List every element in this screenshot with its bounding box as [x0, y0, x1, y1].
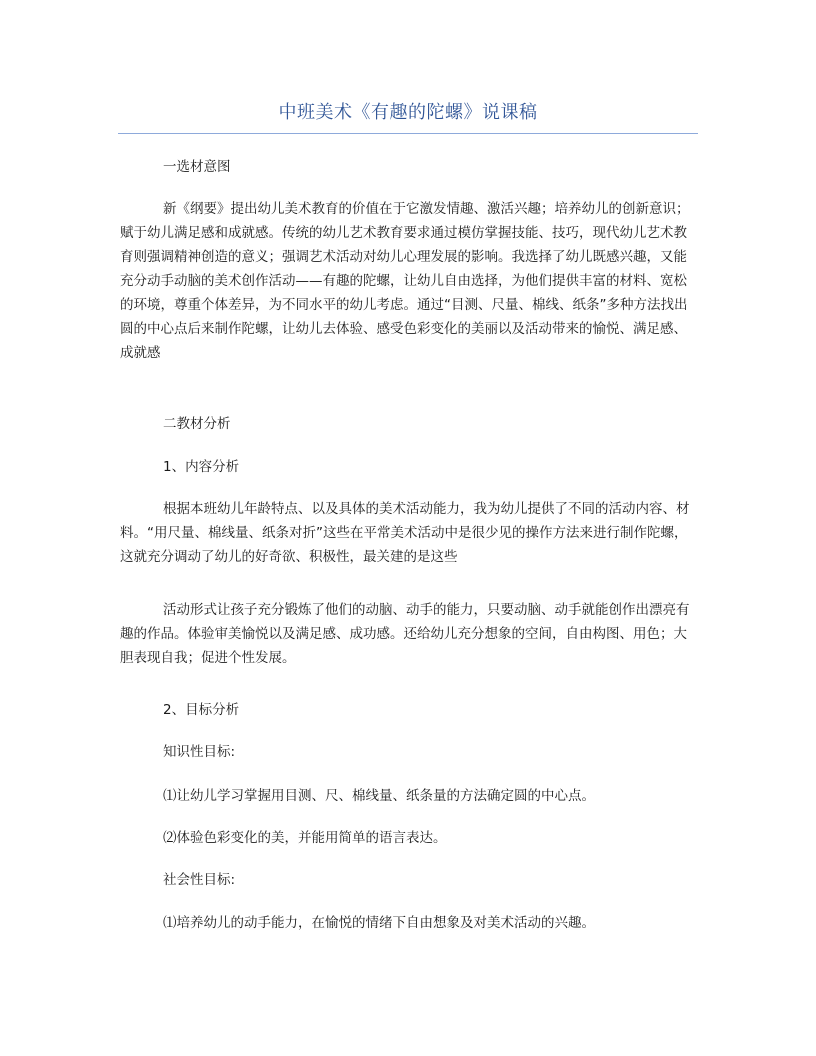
paragraph-content-analysis: 根据本班幼儿年龄特点、以及具体的美术活动能力，我为幼儿提供了不同的活动内容、材料。“用尺量、棉线量、纸条对折”这些在平常美术活动中是很少见的操作方法来进行制作陀螺，这就充分调动了幼儿的好奇欲、积极性，最关建的是这些 [120, 501, 690, 565]
document-title: 中班美术《有趣的陀螺》说课稿 [278, 102, 538, 123]
paragraph-material-intent: 新《纲要》提出幼儿美术教育的价值在于它激发情趣、激活兴趣；培养幼儿的创新意识；赋于幼儿满足感和成就感。传统的幼儿艺术教育要求通过模仿掌握技能、技巧，现代幼儿艺术教育则强调精神创造的意义；强调艺术活动对幼儿心理发展的影响。我选择了幼儿既感兴趣，又能充分动手动脑的美术创作活动——有趣的陀螺，让幼儿自由选择，为他们提供丰富的材料、宽松的环境，尊重个体差异，为不同水平的幼儿考虑。通过“目测、尺量、棉线、纸条”多种方法找出圆的中心点后来制作陀螺，让幼儿去体验、感受色彩变化的美丽以及活动带来的愉悦、满足感、成就感 [120, 201, 690, 361]
knowledge-goal-item: ⑵体验色彩变化的美，并能用简单的语言表达。 [163, 830, 447, 846]
title-underline [118, 133, 698, 134]
section-heading-material-analysis: 二教材分析 [163, 416, 231, 432]
knowledge-goal-item: ⑴让幼儿学习掌握用目测、尺、棉线量、纸条量的方法确定圆的中心点。 [163, 788, 595, 804]
subheading-content-analysis: 1、内容分析 [163, 459, 240, 475]
knowledge-goals-heading: 知识性目标: [163, 744, 236, 760]
section-heading-material-intent: 一选材意图 [163, 159, 231, 175]
paragraph-activity-form: 活动形式让孩子充分锻炼了他们的动脑、动手的能力，只要动脑、动手就能创作出漂亮有趣的作品。体验审美愉悦以及满足感、成功感。还给幼儿充分想象的空间，自由构图、用色；大胆表现自我；促进个性发展。 [120, 602, 690, 666]
social-goals-heading: 社会性目标: [163, 872, 236, 888]
social-goal-item: ⑴培养幼儿的动手能力，在愉悦的情绪下自由想象及对美术活动的兴趣。 [163, 915, 595, 931]
subheading-goal-analysis: 2、目标分析 [163, 702, 240, 718]
